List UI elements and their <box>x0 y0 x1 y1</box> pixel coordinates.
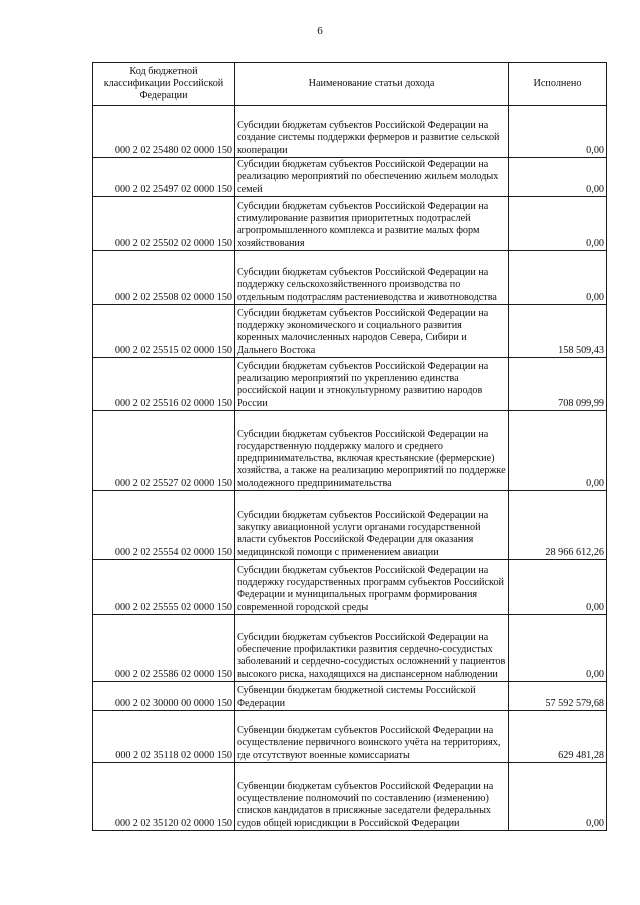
revenue-item-name: Субсидии бюджетам субъектов Российской Федерации на реализацию мероприятий по обеспечению жильем молодых семей <box>235 158 509 197</box>
table-row <box>93 560 607 615</box>
table-row <box>93 615 607 682</box>
revenue-item-name: Субвенции бюджетам бюджетной системы Российской Федерации <box>235 682 509 711</box>
table-row <box>93 305 607 358</box>
table-row <box>93 251 607 305</box>
revenue-item-name: Субвенции бюджетам субъектов Российской Федерации на осуществление полномочий по составлению (изменению) списков кандидатов в присяжные заседатели федеральных судов общей юрисдикции в Российской Федерации <box>235 763 509 831</box>
executed-amount: 0,00 <box>509 763 607 831</box>
table-row <box>93 711 607 763</box>
header-code: Код бюджетной классификации Российской Федерации <box>93 63 235 106</box>
executed-amount: 629 481,28 <box>509 711 607 763</box>
executed-amount: 0,00 <box>509 560 607 615</box>
revenue-item-name: Субвенции бюджетам субъектов Российской Федерации на осуществление первичного воинского учёта на территориях, где отсутствуют военные комиссариаты <box>235 711 509 763</box>
executed-amount: 0,00 <box>509 197 607 251</box>
revenue-item-name: Субсидии бюджетам субъектов Российской Федерации на стимулирование развития приоритетных подотраслей агропромышленного комплекса и развитие малых форм хозяйствования <box>235 197 509 251</box>
revenue-item-name: Субсидии бюджетам субъектов Российской Федерации на закупку авиационной услуги органами государственной власти субъектов Российской Федерации для оказания медицинской помощи с применением авиации <box>235 491 509 560</box>
table-row <box>93 682 607 711</box>
page-number: 6 <box>317 25 323 37</box>
budget-code: 000 2 02 25502 02 0000 150 <box>93 197 235 251</box>
budget-code: 000 2 02 25480 02 0000 150 <box>93 106 235 158</box>
revenue-item-name: Субсидии бюджетам субъектов Российской Федерации на обеспечение профилактики развития сердечно-сосудистых заболеваний и сердечно-сосудистых осложнений у пациентов высокого риска, находящихся на диспансерном наблюдении <box>235 615 509 682</box>
table-row <box>93 106 607 158</box>
table-row <box>93 158 607 197</box>
header-amount: Исполнено <box>509 63 607 106</box>
executed-amount: 708 099,99 <box>509 358 607 411</box>
revenue-item-name: Субсидии бюджетам субъектов Российской Федерации на поддержку государственных программ субъектов Российской Федерации и муниципальных программ формирования современной городской среды <box>235 560 509 615</box>
budget-code: 000 2 02 25497 02 0000 150 <box>93 158 235 197</box>
table-row <box>93 491 607 560</box>
budget-code: 000 2 02 30000 00 0000 150 <box>93 682 235 711</box>
executed-amount: 0,00 <box>509 158 607 197</box>
table-header-row <box>93 63 607 106</box>
budget-code: 000 2 02 25554 02 0000 150 <box>93 491 235 560</box>
table-row <box>93 358 607 411</box>
revenue-table <box>92 62 607 831</box>
executed-amount: 158 509,43 <box>509 305 607 358</box>
budget-code: 000 2 02 25555 02 0000 150 <box>93 560 235 615</box>
budget-code: 000 2 02 35120 02 0000 150 <box>93 763 235 831</box>
budget-code: 000 2 02 25516 02 0000 150 <box>93 358 235 411</box>
revenue-item-name: Субсидии бюджетам субъектов Российской Федерации на создание системы поддержки фермеров и развитие сельской кооперации <box>235 106 509 158</box>
budget-code: 000 2 02 25586 02 0000 150 <box>93 615 235 682</box>
revenue-item-name: Субсидии бюджетам субъектов Российской Федерации на поддержку экономического и социального развития коренных малочисленных народов Севера, Сибири и Дальнего Востока <box>235 305 509 358</box>
table-row <box>93 197 607 251</box>
executed-amount: 0,00 <box>509 251 607 305</box>
executed-amount: 0,00 <box>509 615 607 682</box>
budget-code: 000 2 02 35118 02 0000 150 <box>93 711 235 763</box>
executed-amount: 28 966 612,26 <box>509 491 607 560</box>
budget-code: 000 2 02 25527 02 0000 150 <box>93 411 235 491</box>
executed-amount: 0,00 <box>509 106 607 158</box>
budget-code: 000 2 02 25508 02 0000 150 <box>93 251 235 305</box>
table-row <box>93 411 607 491</box>
header-name: Наименование статьи дохода <box>235 63 509 106</box>
revenue-item-name: Субсидии бюджетам субъектов Российской Федерации на реализацию мероприятий по укреплению единства российской нации и этнокультурному развитию народов России <box>235 358 509 411</box>
table-row <box>93 763 607 831</box>
executed-amount: 57 592 579,68 <box>509 682 607 711</box>
executed-amount: 0,00 <box>509 411 607 491</box>
budget-code: 000 2 02 25515 02 0000 150 <box>93 305 235 358</box>
revenue-item-name: Субсидии бюджетам субъектов Российской Федерации на поддержку сельскохозяйственного производства по отдельным подотраслям растениеводства и животноводства <box>235 251 509 305</box>
revenue-item-name: Субсидии бюджетам субъектов Российской Федерации на государственную поддержку малого и среднего предпринимательства, включая крестьянские (фермерские) хозяйства, а также на реализацию мероприятий по поддержке молодежного предпринимательства <box>235 411 509 491</box>
